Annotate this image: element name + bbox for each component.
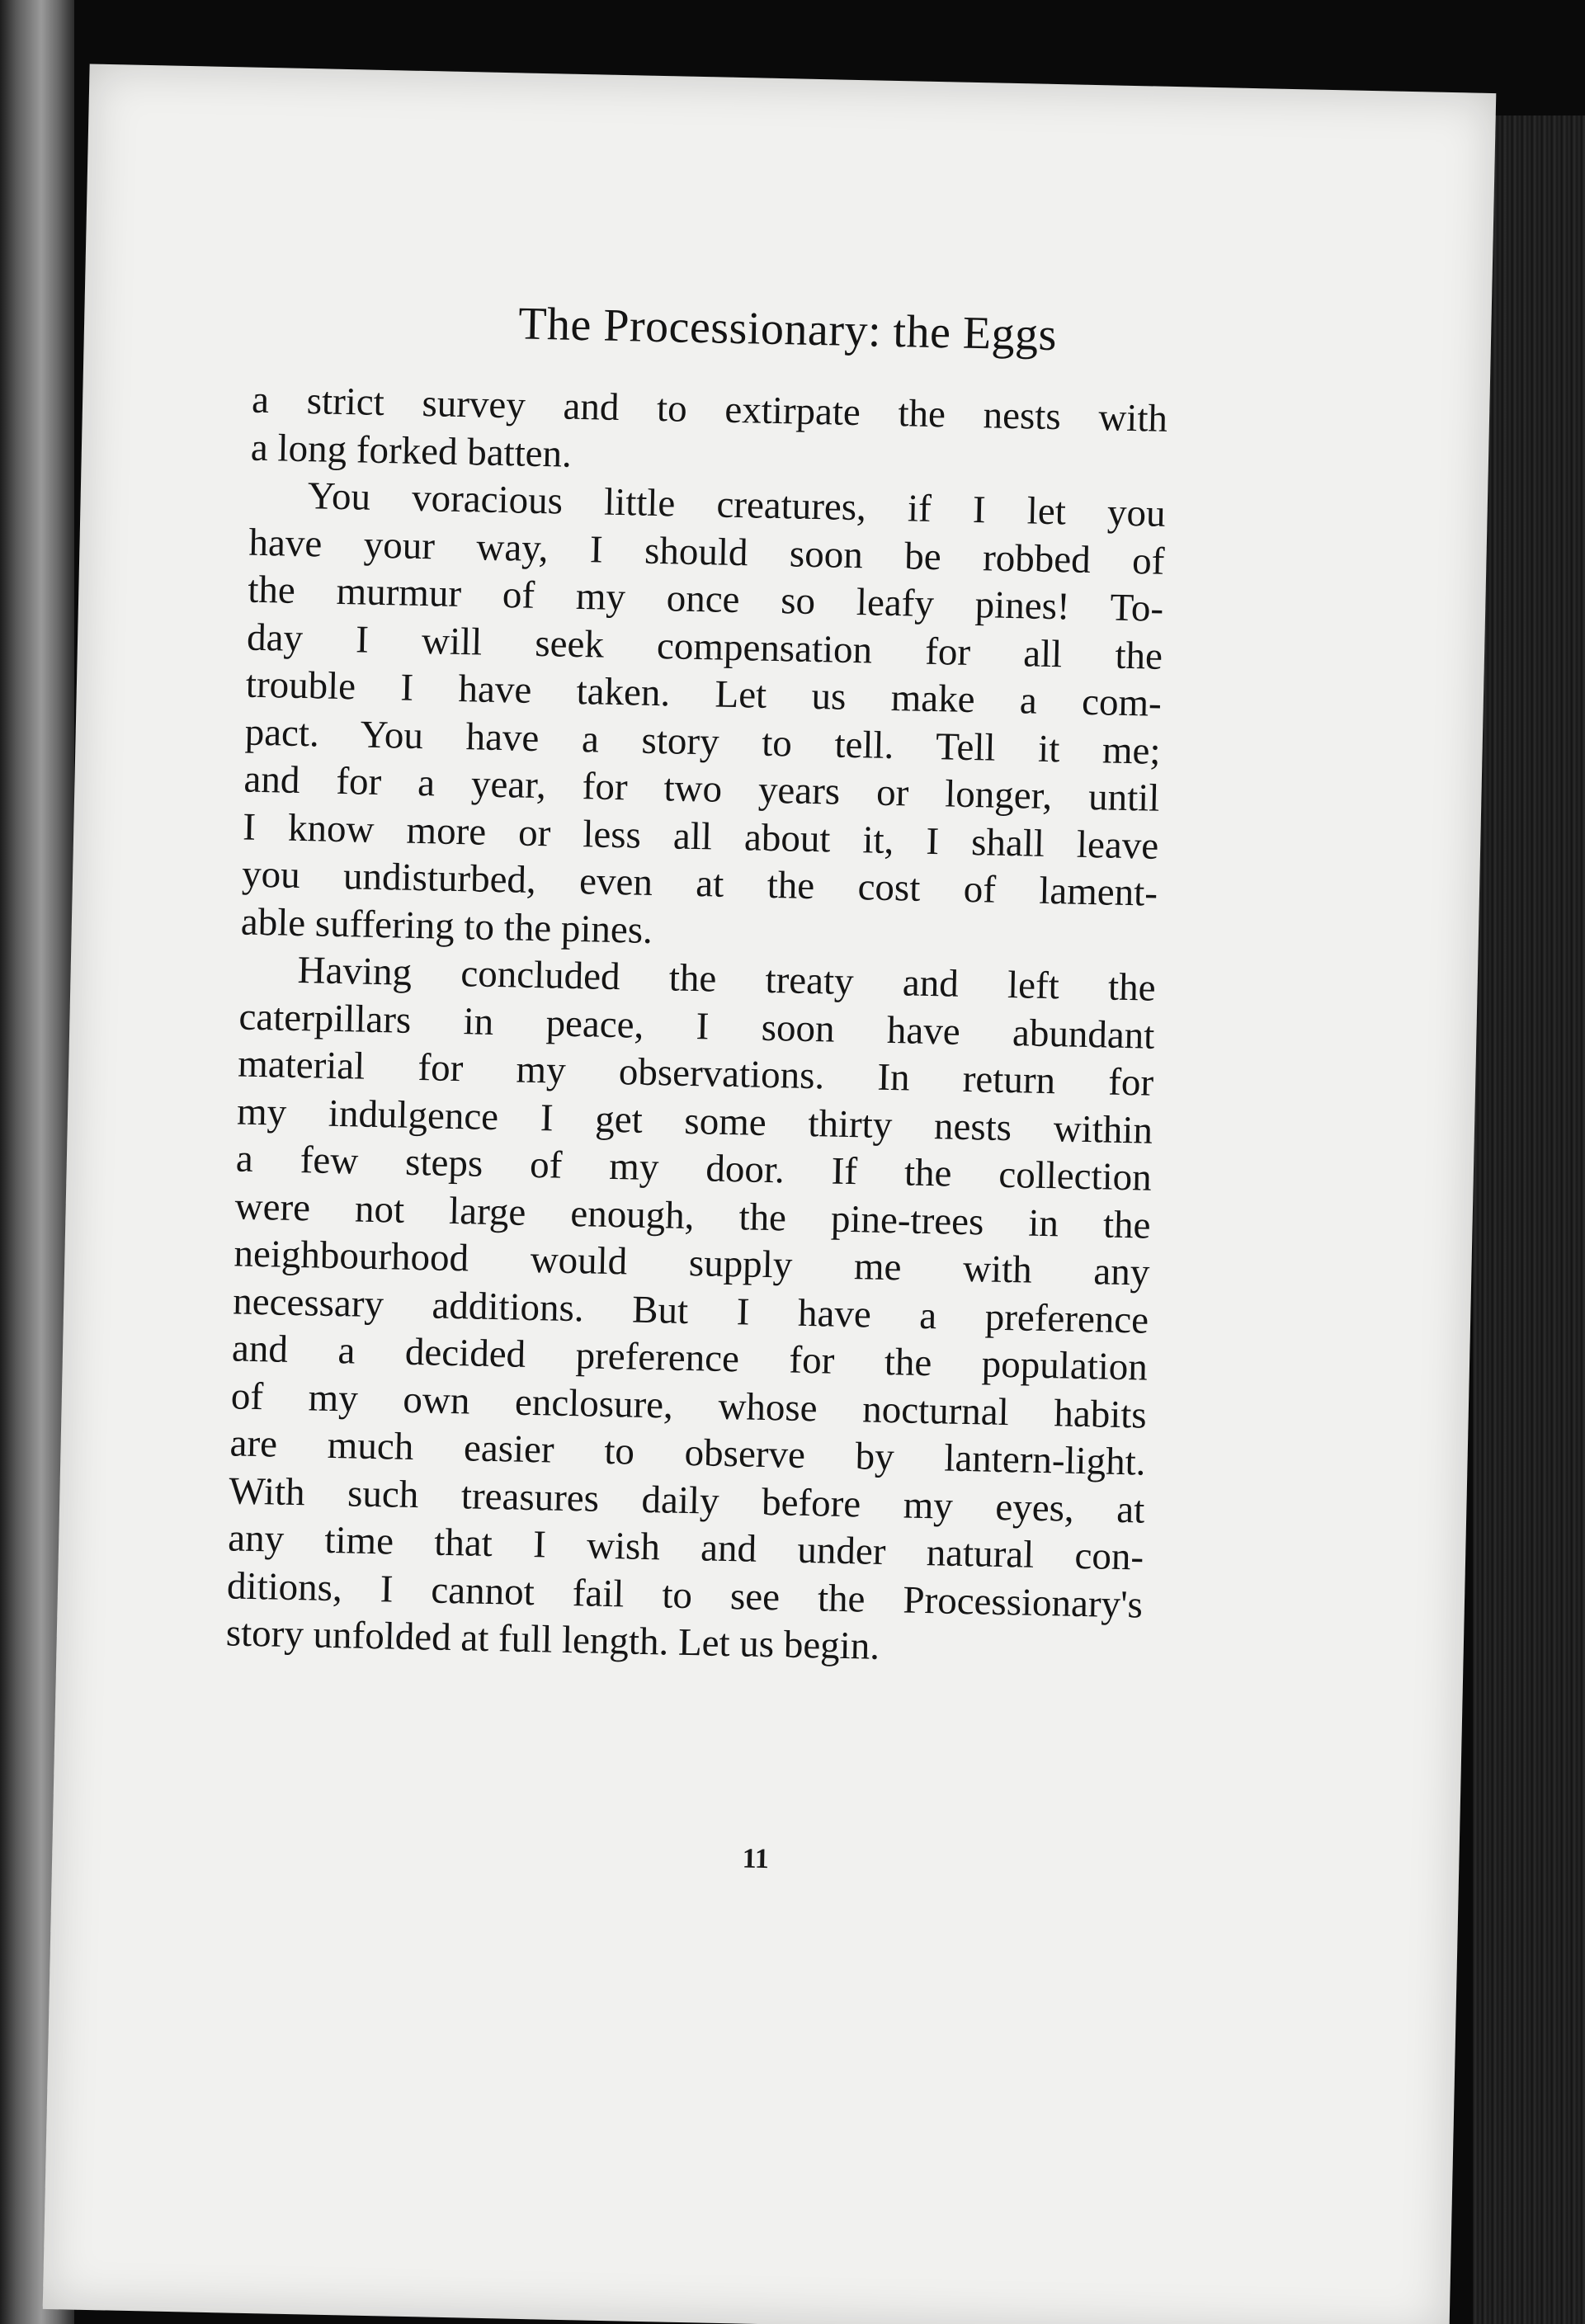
text-line: material for my observations. In return for <box>237 1042 1154 1105</box>
text-line: were not large enough, the pine-trees in the <box>234 1184 1152 1247</box>
text-line: the murmur of my once so leafy pines! To- <box>247 568 1164 630</box>
text-line: day I will seek compensation for all the <box>246 615 1163 678</box>
page-content <box>43 64 1497 2324</box>
text-line: a strict survey and to extirpate the nests with <box>251 378 1168 441</box>
book-spine-edge <box>1473 115 1585 2324</box>
text-line: necessary additions. But I have a preference <box>232 1279 1149 1342</box>
paragraph-first-line: You voracious little creatures, if I let you <box>307 474 1167 535</box>
text-line: story unfolded at full length. Let us begin. <box>225 1611 880 1668</box>
text-line: pact. You have a story to tell. Tell it me; <box>244 710 1162 773</box>
text-line: of my own enclosure, whose nocturnal habits <box>230 1374 1148 1437</box>
body-text <box>225 377 1168 1676</box>
paragraph-first-line: Having concluded the treaty and left the <box>297 948 1157 1010</box>
book-page <box>43 64 1497 2324</box>
running-head: The Processionary: the Eggs <box>517 298 1058 361</box>
text-line: any time that I wish and under natural con- <box>227 1516 1144 1579</box>
text-line: are much easier to observe by lantern-light. <box>229 1421 1147 1484</box>
text-line: and a decided preference for the population <box>231 1327 1149 1389</box>
page-number: 11 <box>742 1843 770 1875</box>
text-line: able suffering to the pines. <box>240 900 653 952</box>
text-line: my indulgence I get some thirty nests within <box>236 1089 1153 1153</box>
text-line: I know more or less all about it, I shall leave <box>242 805 1159 868</box>
text-line: trouble I have taken. Let us make a com- <box>245 662 1163 725</box>
text-line: caterpillars in peace, I soon have abundant <box>238 994 1155 1058</box>
text-line: you undisturbed, even at the cost of lament- <box>241 852 1158 915</box>
text-line: have your way, I should soon be robbed of <box>248 521 1165 583</box>
text-line: and for a year, for two years or longer, until <box>243 757 1160 820</box>
text-line: ditions, I cannot fail to see the Processionary's <box>226 1563 1144 1627</box>
text-line: a few steps of my door. If the collection <box>235 1137 1153 1200</box>
text-line: neighbourhood would supply me with any <box>233 1232 1150 1294</box>
text-line: With such treasures daily before my eyes, at <box>228 1468 1145 1532</box>
text-line: a long forked batten. <box>250 426 573 476</box>
